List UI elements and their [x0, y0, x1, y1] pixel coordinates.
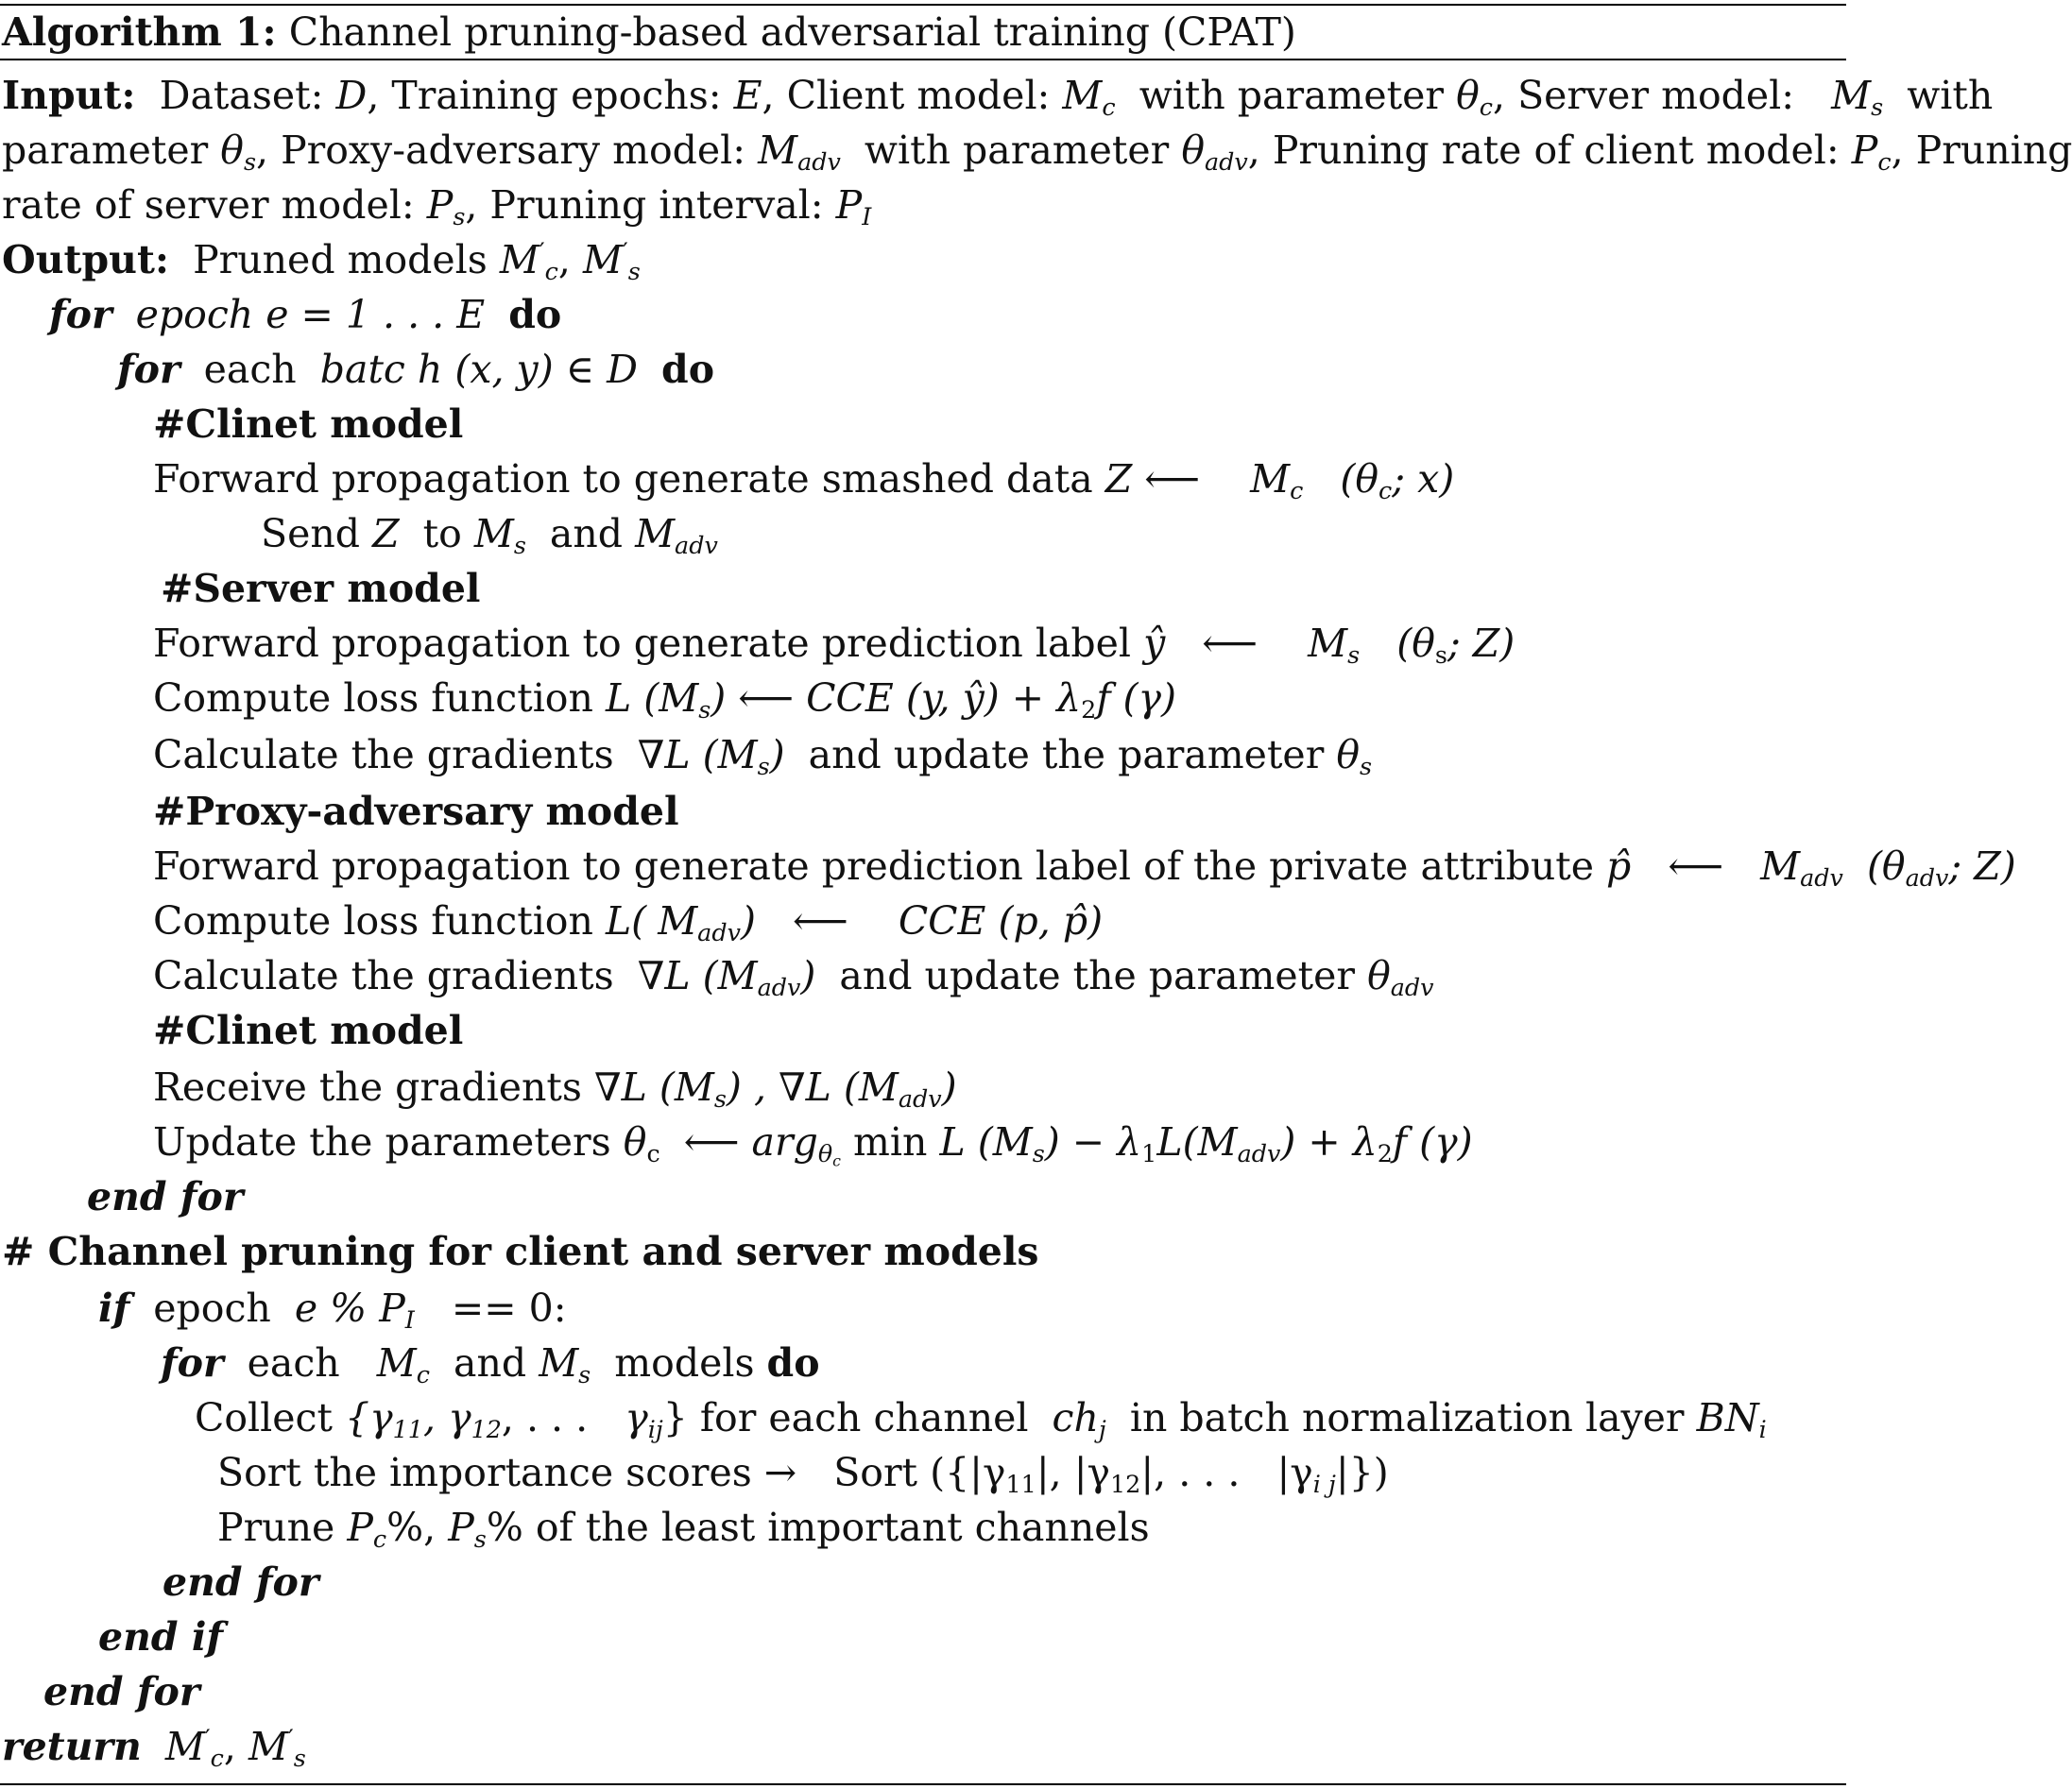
step-text: to [422, 511, 462, 556]
comma: , [557, 237, 571, 282]
update-line [153, 1115, 1473, 1169]
symbol: c [210, 1744, 224, 1773]
symbol: θ [623, 1119, 647, 1165]
expr: min [853, 1119, 928, 1165]
keyword-do: do [508, 292, 562, 337]
expr: (θ [1866, 843, 1906, 889]
expr: (θ [1396, 621, 1435, 666]
keyword-end-for: end for [87, 1174, 244, 1219]
comma: , [422, 1395, 437, 1440]
symbol: s [293, 1744, 306, 1773]
arrow: ⟵ [792, 898, 848, 944]
step-text: Forward propagation to generate smashed data [153, 456, 1093, 502]
arrow: ⟵ [1202, 621, 1259, 666]
subscript: i j [1312, 1470, 1336, 1499]
expr: ) ⟵ [711, 675, 795, 721]
caption-rule [0, 59, 1846, 60]
symbol: M [1197, 1119, 1238, 1165]
step-text: Collect [195, 1395, 333, 1440]
heading-text: #Proxy-adversary model [153, 789, 679, 834]
section-heading [161, 561, 481, 616]
symbol: s [1032, 1139, 1045, 1168]
input-text: with parameter [1139, 73, 1445, 118]
symbol: M [635, 511, 676, 556]
symbol: s [1434, 640, 1447, 670]
input-text: , Pruning [1891, 128, 2072, 173]
arrow: ⟵ [683, 1119, 740, 1165]
input-text: , Training epochs: [367, 73, 722, 118]
step-text: Calculate the gradients [153, 953, 614, 998]
input-text: parameter [2, 128, 209, 173]
subscript: 12 [471, 1415, 502, 1444]
forward-server-line [153, 616, 1515, 671]
section-heading [2, 1224, 1039, 1279]
symbol: M [717, 953, 758, 998]
end-if-line [98, 1610, 223, 1664]
prime: ′ [539, 237, 545, 266]
expr: Z ⟵ [1104, 456, 1201, 502]
input-text: , Proxy-adversary model: [256, 128, 746, 173]
symbol: adv [757, 973, 801, 1002]
dataset-symbol: D [335, 73, 368, 118]
collect-line [195, 1390, 1767, 1445]
symbol: M [248, 1724, 288, 1769]
step-text: for each channel [699, 1395, 1029, 1440]
symbol: adv [1205, 147, 1248, 177]
symbol: I [862, 202, 872, 231]
forward-client-line [153, 452, 1454, 506]
expr: L( [1156, 1119, 1198, 1165]
heading-text: #Server model [161, 566, 481, 611]
sort-line [217, 1445, 1389, 1500]
symbol: P [835, 182, 863, 228]
symbol: BN [1696, 1395, 1759, 1440]
step-text: Forward propagation to generate prediction label [153, 621, 1132, 666]
subscript: 2 [1081, 695, 1097, 724]
keyword-end-for: end for [43, 1669, 200, 1714]
symbol: s [473, 1525, 487, 1554]
keyword-if: if [98, 1286, 130, 1331]
expr: ∇L ( [637, 953, 718, 998]
send-line [261, 506, 718, 561]
input-text: , Client model: [762, 73, 1051, 118]
keyword-do: do [661, 347, 715, 392]
expr: ; x) [1392, 456, 1455, 502]
section-heading [153, 397, 463, 452]
symbol: Z [372, 511, 400, 556]
symbol: c [832, 1151, 841, 1170]
input-text: rate of server model: [2, 182, 415, 228]
expr: CCE (y, ŷ) + λ [806, 675, 1082, 721]
input-text: , Pruning interval: [465, 182, 824, 228]
bottom-rule [0, 1783, 1846, 1785]
prime: ′ [622, 237, 628, 266]
expr: |}) [1335, 1450, 1389, 1495]
symbol: s [1360, 752, 1373, 781]
subscript: j [1098, 1415, 1106, 1444]
symbol: M [858, 1065, 899, 1110]
expr: ) [800, 953, 816, 998]
symbol: θ [1367, 953, 1391, 998]
symbol: s [698, 695, 711, 724]
subscript: c [646, 1139, 660, 1168]
subscript: 1 [1141, 1139, 1157, 1168]
loss-server-line [153, 671, 1176, 725]
symbol: s [627, 257, 641, 286]
symbol: I [404, 1305, 415, 1335]
input-text: with [1907, 73, 1994, 118]
symbol: M [1250, 456, 1291, 502]
symbol: c [416, 1360, 430, 1389]
step-text: % of the least important channels [486, 1505, 1150, 1550]
expr: ) , ∇L ( [726, 1065, 859, 1110]
end-for-line [163, 1555, 318, 1610]
symbol: M [674, 1065, 714, 1110]
input-text: Dataset: [159, 73, 324, 118]
keyword-for: for [161, 1340, 224, 1386]
symbol: adv [1905, 863, 1949, 893]
symbol: c [1479, 93, 1493, 122]
symbol: P [347, 1505, 373, 1550]
expr: ) + λ [1280, 1119, 1378, 1165]
heading-text: #Clinet model [153, 401, 464, 447]
symbol: M [1760, 843, 1801, 889]
expr: } [662, 1395, 688, 1440]
symbol: θ [1456, 73, 1480, 118]
symbol: M [582, 237, 623, 282]
symbol: adv [1390, 973, 1434, 1002]
expr: {γ [345, 1395, 393, 1440]
output-label: Output: [2, 237, 170, 282]
expr: ) [769, 732, 785, 777]
for-batch-line [117, 342, 714, 397]
expr: ; Z) [1447, 621, 1515, 666]
end-for-line [87, 1169, 243, 1224]
expr: (θ [1340, 456, 1379, 502]
symbol: M [758, 128, 798, 173]
prime: ′ [204, 1724, 211, 1753]
symbol: c [1102, 93, 1116, 122]
symbol: s [513, 531, 526, 560]
output-text: Pruned models [193, 237, 488, 282]
step-text: Update the parameters [153, 1119, 611, 1165]
symbol: M [1831, 73, 1872, 118]
symbol: s [1347, 640, 1361, 670]
expr: L( [605, 898, 647, 944]
top-rule [0, 4, 1846, 6]
algorithm-caption [2, 8, 1296, 57]
expr: |, . . . [1140, 1450, 1241, 1495]
loop-expr: epoch e = 1 . . . E [135, 292, 486, 337]
expr: L ( [605, 675, 659, 721]
loop-expr: batc h (x, y) ∈ D [319, 347, 638, 392]
expr: ; Z) [1948, 843, 2016, 889]
loop-text: each [203, 347, 297, 392]
symbol: M [539, 1340, 579, 1386]
epochs-symbol: E [733, 73, 762, 118]
symbol: adv [1237, 1139, 1281, 1168]
symbol: s [1871, 93, 1884, 122]
symbol: c [1378, 476, 1393, 505]
expr: CCE (p, p̂) [898, 898, 1104, 944]
arrow: ⟵ [1668, 843, 1724, 889]
expr: |, |γ [1036, 1450, 1111, 1495]
step-text: epoch [153, 1286, 271, 1331]
input-text: , Server model: [1493, 73, 1795, 118]
symbol: ŷ [1143, 621, 1166, 666]
symbol: P [379, 1286, 405, 1331]
step-text: and update the parameter [808, 732, 1325, 777]
symbol: M [376, 1340, 417, 1386]
step-text: Sort the importance scores → [217, 1450, 797, 1495]
symbol: M [473, 511, 514, 556]
step-text: Send [261, 511, 361, 556]
symbol: θ [1336, 732, 1361, 777]
expr: ∇L ( [637, 732, 718, 777]
keyword-for: for [49, 292, 112, 337]
expr: γ [448, 1395, 471, 1440]
symbol: adv [697, 918, 741, 947]
keyword-end-if: end if [98, 1614, 224, 1660]
section-heading [153, 1003, 463, 1058]
expr: ) − λ [1044, 1119, 1142, 1165]
symbol: s [453, 202, 466, 231]
expr: |γ [1276, 1450, 1313, 1495]
symbol: M [659, 675, 699, 721]
loss-adv-line [153, 894, 1103, 948]
subscript: ij [647, 1415, 663, 1444]
symbol: c [372, 1525, 387, 1554]
step-text: in batch normalization layer [1129, 1395, 1685, 1440]
symbol: P [426, 182, 454, 228]
heading-text: #Clinet model [153, 1008, 464, 1053]
input-text: with parameter [864, 128, 1170, 173]
input-label: Input: [2, 73, 136, 118]
return-line [2, 1719, 306, 1774]
grad-server-line [153, 727, 1372, 782]
input-line-3 [2, 178, 871, 232]
forward-adv-line [153, 839, 2016, 894]
heading-text: # Channel pruning for client and server models [2, 1229, 1039, 1274]
expr: L ( [939, 1119, 993, 1165]
expr: ∇L ( [594, 1065, 675, 1110]
step-text: and [454, 1340, 527, 1386]
step-text: Prune [217, 1505, 335, 1550]
keyword-do: do [766, 1340, 820, 1386]
subscript: 11 [392, 1415, 423, 1444]
step-text: == 0: [451, 1286, 567, 1331]
keyword-end-for: end for [163, 1559, 319, 1605]
step-text: Compute loss function [153, 675, 593, 721]
expr: arg [751, 1119, 818, 1165]
symbol: s [243, 147, 256, 177]
section-heading [153, 784, 679, 839]
subscript: i [1758, 1415, 1767, 1444]
subscript: 12 [1110, 1470, 1141, 1499]
expr: e % [294, 1286, 368, 1331]
input-line-2 [2, 123, 2072, 178]
symbol: c [544, 257, 558, 286]
input-text: , Pruning rate of client model: [1247, 128, 1840, 173]
step-text: and [549, 511, 624, 556]
symbol: P [448, 1505, 474, 1550]
step-text: and update the parameter [839, 953, 1356, 998]
step-text: models [614, 1340, 755, 1386]
step-text: %, [386, 1505, 437, 1550]
step-text: Receive the gradients [153, 1065, 582, 1110]
expr: Sort ({|γ [833, 1450, 1006, 1495]
symbol: s [578, 1360, 591, 1389]
expr: f (γ) [1096, 675, 1177, 721]
symbol: c [1290, 476, 1304, 505]
symbol: P [1851, 128, 1878, 173]
output-line [2, 232, 641, 287]
symbol: ch [1052, 1395, 1099, 1440]
for-epoch-line [49, 287, 561, 342]
symbol: p̂ [1606, 843, 1632, 889]
if-line [98, 1281, 567, 1336]
prime: ′ [287, 1724, 294, 1753]
symbol: M [1308, 621, 1348, 666]
symbol: θ [1181, 128, 1205, 173]
symbol: c [1877, 147, 1892, 177]
step-text: Calculate the gradients [153, 732, 614, 777]
symbol: M [1062, 73, 1103, 118]
comma: , [223, 1724, 236, 1769]
subscript: 2 [1377, 1139, 1393, 1168]
expr: ) [740, 898, 756, 944]
symbol: θ [220, 128, 244, 173]
symbol: θ [817, 1139, 833, 1168]
expr: γ [625, 1395, 648, 1440]
symbol: s [757, 752, 770, 781]
for-models-line [161, 1336, 820, 1390]
symbol: M [717, 732, 758, 777]
caption-label: Algorithm 1: [2, 9, 277, 55]
symbol: M [164, 1724, 205, 1769]
symbol: M [992, 1119, 1033, 1165]
symbol: adv [797, 147, 841, 177]
expr: f (γ) [1392, 1119, 1473, 1165]
step-text: Forward propagation to generate prediction label of the private attribute [153, 843, 1594, 889]
symbol: adv [1800, 863, 1843, 893]
caption-title: Channel pruning-based adversarial training (CPAT) [288, 9, 1296, 55]
step-text: each [247, 1340, 340, 1386]
symbol: adv [675, 531, 718, 560]
subscript: 11 [1005, 1470, 1036, 1499]
expr: ) [941, 1065, 957, 1110]
symbol: M [658, 898, 698, 944]
end-for-line [43, 1664, 199, 1719]
input-line-1 [2, 68, 1993, 123]
expr: , . . . [501, 1395, 589, 1440]
keyword-return: return [2, 1724, 142, 1769]
symbol: M [499, 237, 539, 282]
keyword-for: for [117, 347, 180, 392]
symbol: s [713, 1084, 727, 1114]
symbol: adv [898, 1084, 942, 1114]
grad-adv-line [153, 948, 1434, 1003]
step-text: Compute loss function [153, 898, 593, 944]
receive-line [153, 1060, 957, 1115]
prune-line [217, 1500, 1150, 1555]
